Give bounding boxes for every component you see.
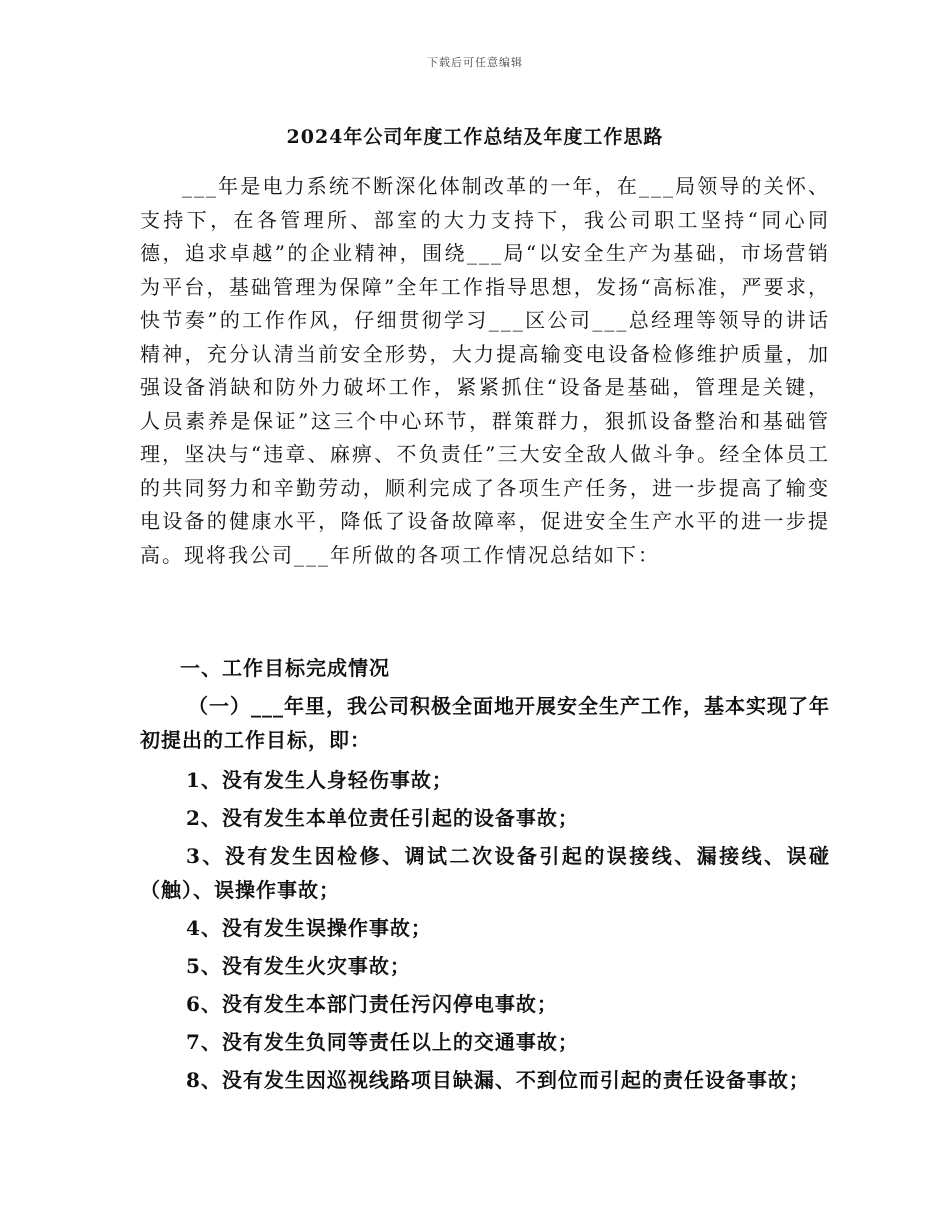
document-title: 2024年公司年度工作总结及年度工作思路 [286, 126, 664, 148]
list-item: 2、没有发生本单位责任引起的设备事故； [186, 806, 579, 830]
header-note: 下载后可任意编辑 [427, 56, 523, 69]
list-item: 8、没有发生因巡视线路项目缺漏、不到位而引起的责任设备事故； [186, 1068, 810, 1092]
section-heading: 一、工作目标完成情况 [180, 656, 390, 680]
list-item: 3、没有发生因检修、调试二次设备引起的误接线、漏接线、误碰（触）、误操作事故； [140, 844, 830, 902]
list-item: 7、没有发生负同等责任以上的交通事故； [186, 1030, 579, 1054]
list-item: 6、没有发生本部门责任污闪停电事故； [186, 992, 558, 1016]
list-item: 4、没有发生误操作事故； [186, 916, 432, 940]
list-item: 1、没有发生人身轻伤事故； [186, 768, 453, 792]
sub-heading: （一）___年里，我公司积极全面地开展安全生产工作，基本实现了年初提出的工作目标，即： [140, 694, 830, 752]
list-item: 5、没有发生火灾事故； [186, 954, 411, 978]
intro-paragraph: ___年是电力系统不断深化体制改革的一年，在___局领导的关怀、支持下，在各管理所、部室的大力支持下，我公司职工坚持“同心同德，追求卓越”的企业精神，围绕___局“以安全生产为基础，市场营销为平台，基础管理为保障”全年工作指导思想，发扬“高标准，严要求，快节奏”的工作作风，仔细贯彻学习___区公司___总经理等领导的讲话精神，充分认清当前安全形势，大力提高输变电设备检修维护质量，加强设备消缺和防外力破坏工作，紧紧抓住“设备是基础，管理是关键，人员素养是保证”这三个中心环节，群策群力，狠抓设备整治和基础管理，坚决与“违章、麻痹、不负责任”三大安全敌人做斗争。经全体员工的共同努力和辛勤劳动，顺利完成了各项生产任务，进一步提高了输变电设备的健康水平，降低了设备故障率，促进安全生产水平的进一步提高。现将我公司___年所做的各项工作情况总结如下： [140, 174, 830, 567]
goals-list [140, 763, 830, 1101]
